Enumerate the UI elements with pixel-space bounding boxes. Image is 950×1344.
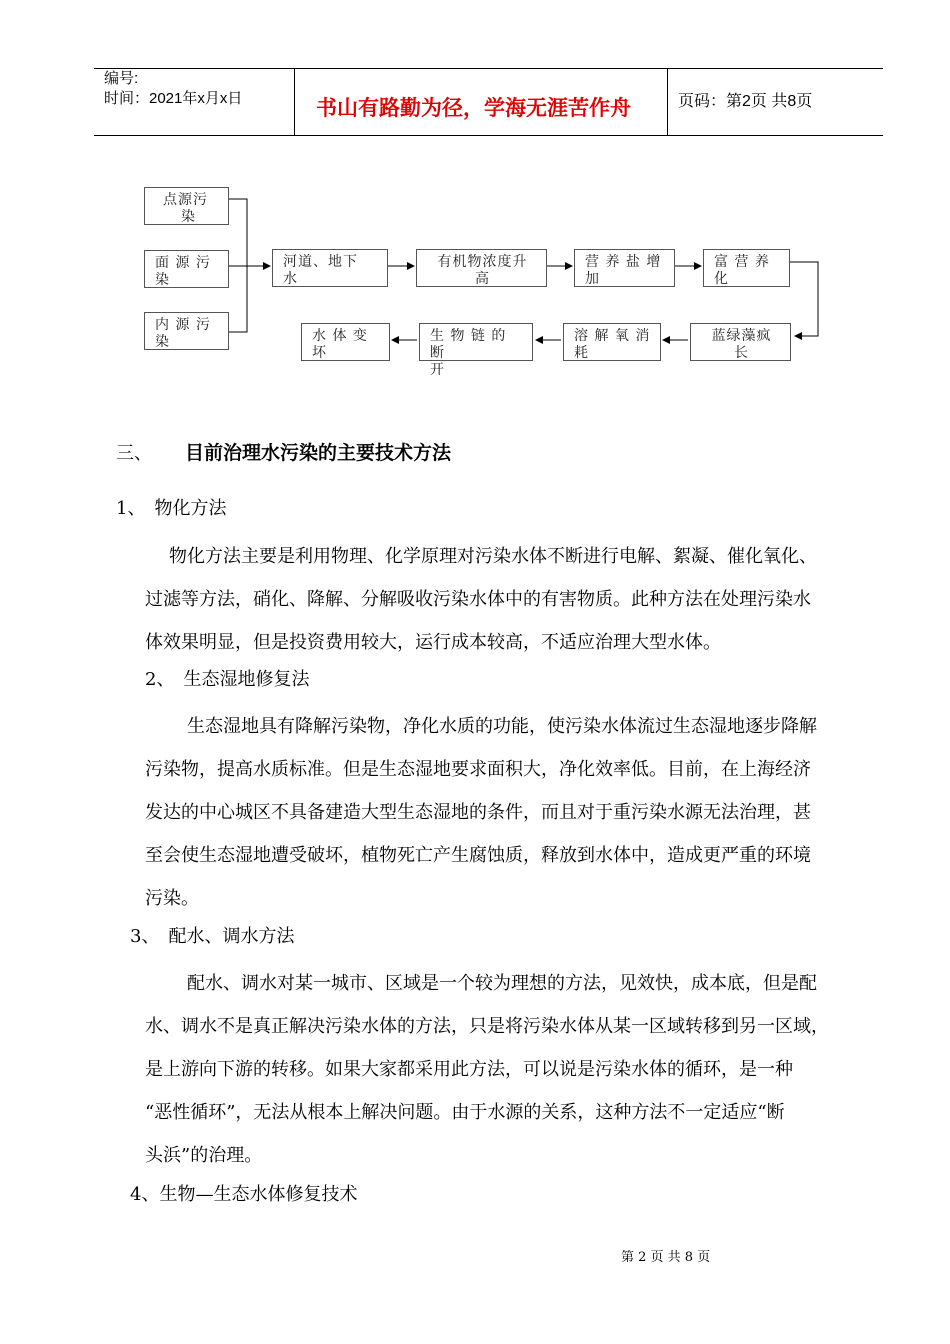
box-nonpoint-source [144,250,229,288]
page-footer: 第 2 页 共 8 页 [621,1250,711,1265]
box-eutrophication-line2: 化 [714,271,729,287]
item-4-heading: 4、生物—生态水体修复技术 [130,1184,358,1205]
paragraph-line: 水、调水不是真正解决污染水体的方法，只是将污染水体从某一区域转移到另一区域， [145,1016,829,1037]
paragraph-line: 过滤等方法，硝化、降解、分解吸收污染水体中的有害物质。此种方法在处理污染水 [145,589,811,610]
box-organic-rise [416,249,547,287]
header-number-label: 编号: [104,70,139,87]
paragraph-line: 是上游向下游的转移。如果大家都采用此方法，可以说是污染水体的循环，是一种 [145,1059,793,1080]
paragraph-line: 体效果明显，但是投资费用较大，运行成本较高，不适应治理大型水体。 [145,632,721,653]
box-river-line2: 水 [283,271,298,287]
section-number: 三、 [116,443,152,464]
box-point-source [144,187,229,225]
header-time-label: 时间：2021年x月x日 [104,90,243,107]
arrow-eutrophication-to-algae [790,262,818,336]
box-water-deteriorate [301,323,390,361]
box-point-source-line2: 染 [181,209,196,225]
header-page-label: 页码：第2页 共8页 [678,93,813,110]
paragraph-line: 头浜”的治理。 [145,1145,263,1166]
item-1-heading: 1、 物化方法 [116,498,227,519]
paragraph-line: 污染。 [145,888,199,909]
box-internal-source-line1: 内 源 污 [155,317,211,333]
box-nutrient-line2: 加 [585,271,600,287]
box-river-line1: 河道、地下 [283,254,358,270]
section-title: 目前治理水污染的主要技术方法 [185,442,452,464]
box-nonpoint-source-line2: 染 [155,272,170,288]
paragraph-line: 配水、调水对某一城市、区域是一个较为理想的方法，见效快，成本底，但是配 [187,973,817,994]
box-eutrophication [703,249,790,287]
box-nutrient-increase [574,249,675,287]
box-organic-line2: 高 [475,271,490,287]
box-algae-line2: 长 [734,345,749,361]
box-organic-line1: 有机物浓度升 [437,254,528,270]
item-3-heading: 3、 配水、调水方法 [130,926,295,947]
box-point-source-line1: 点源污 [163,192,208,208]
paragraph-line: 至会使生态湿地遭受破坏，植物死亡产生腐蚀质，释放到水体中，造成更严重的环境 [145,845,811,866]
paragraph-line: 物化方法主要是利用物理、化学原理对污染水体不断进行电解、絮凝、催化氧化、 [169,546,817,567]
item-2-heading: 2、 生态湿地修复法 [145,669,310,690]
header-motto: 书山有路勤为径，学海无涯苦作舟 [316,96,631,120]
paragraph-line: 发达的中心城区不具备建造大型生态湿地的条件，而且对于重污染水源无法治理，甚 [145,802,811,823]
box-water-line1: 水 体 变 [312,328,368,344]
box-internal-source [144,312,229,350]
box-river-groundwater [272,249,388,287]
box-foodchain-break [419,323,533,378]
box-algae-bloom [690,323,791,361]
box-oxygen-depletion [563,323,661,361]
box-oxygen-line1: 溶 解 氧 消 [574,328,651,344]
box-foodchain-line1: 生 物 链 的 断 [430,328,507,361]
paragraph-line: 污染物，提高水质标准。但是生态湿地要求面积大，净化效率低。目前，在上海经济 [145,759,811,780]
box-foodchain-line2: 开 [430,362,445,378]
paragraph-line: 生态湿地具有降解污染物，净化水质的功能，使污染水体流过生态湿地逐步降解 [187,716,817,737]
paragraph-line: “恶性循环”，无法从根本上解决问题。由于水源的关系，这种方法不一定适应“断 [145,1102,785,1123]
box-nutrient-line1: 营 养 盐 增 [585,254,662,270]
box-algae-line1: 蓝绿藻疯 [711,328,772,344]
box-internal-source-line2: 染 [155,334,170,350]
box-nonpoint-source-line1: 面 源 污 [155,255,211,271]
box-eutrophication-line1: 富 营 养 [714,254,770,270]
box-water-line2: 坏 [312,345,327,361]
box-oxygen-line2: 耗 [574,345,589,361]
